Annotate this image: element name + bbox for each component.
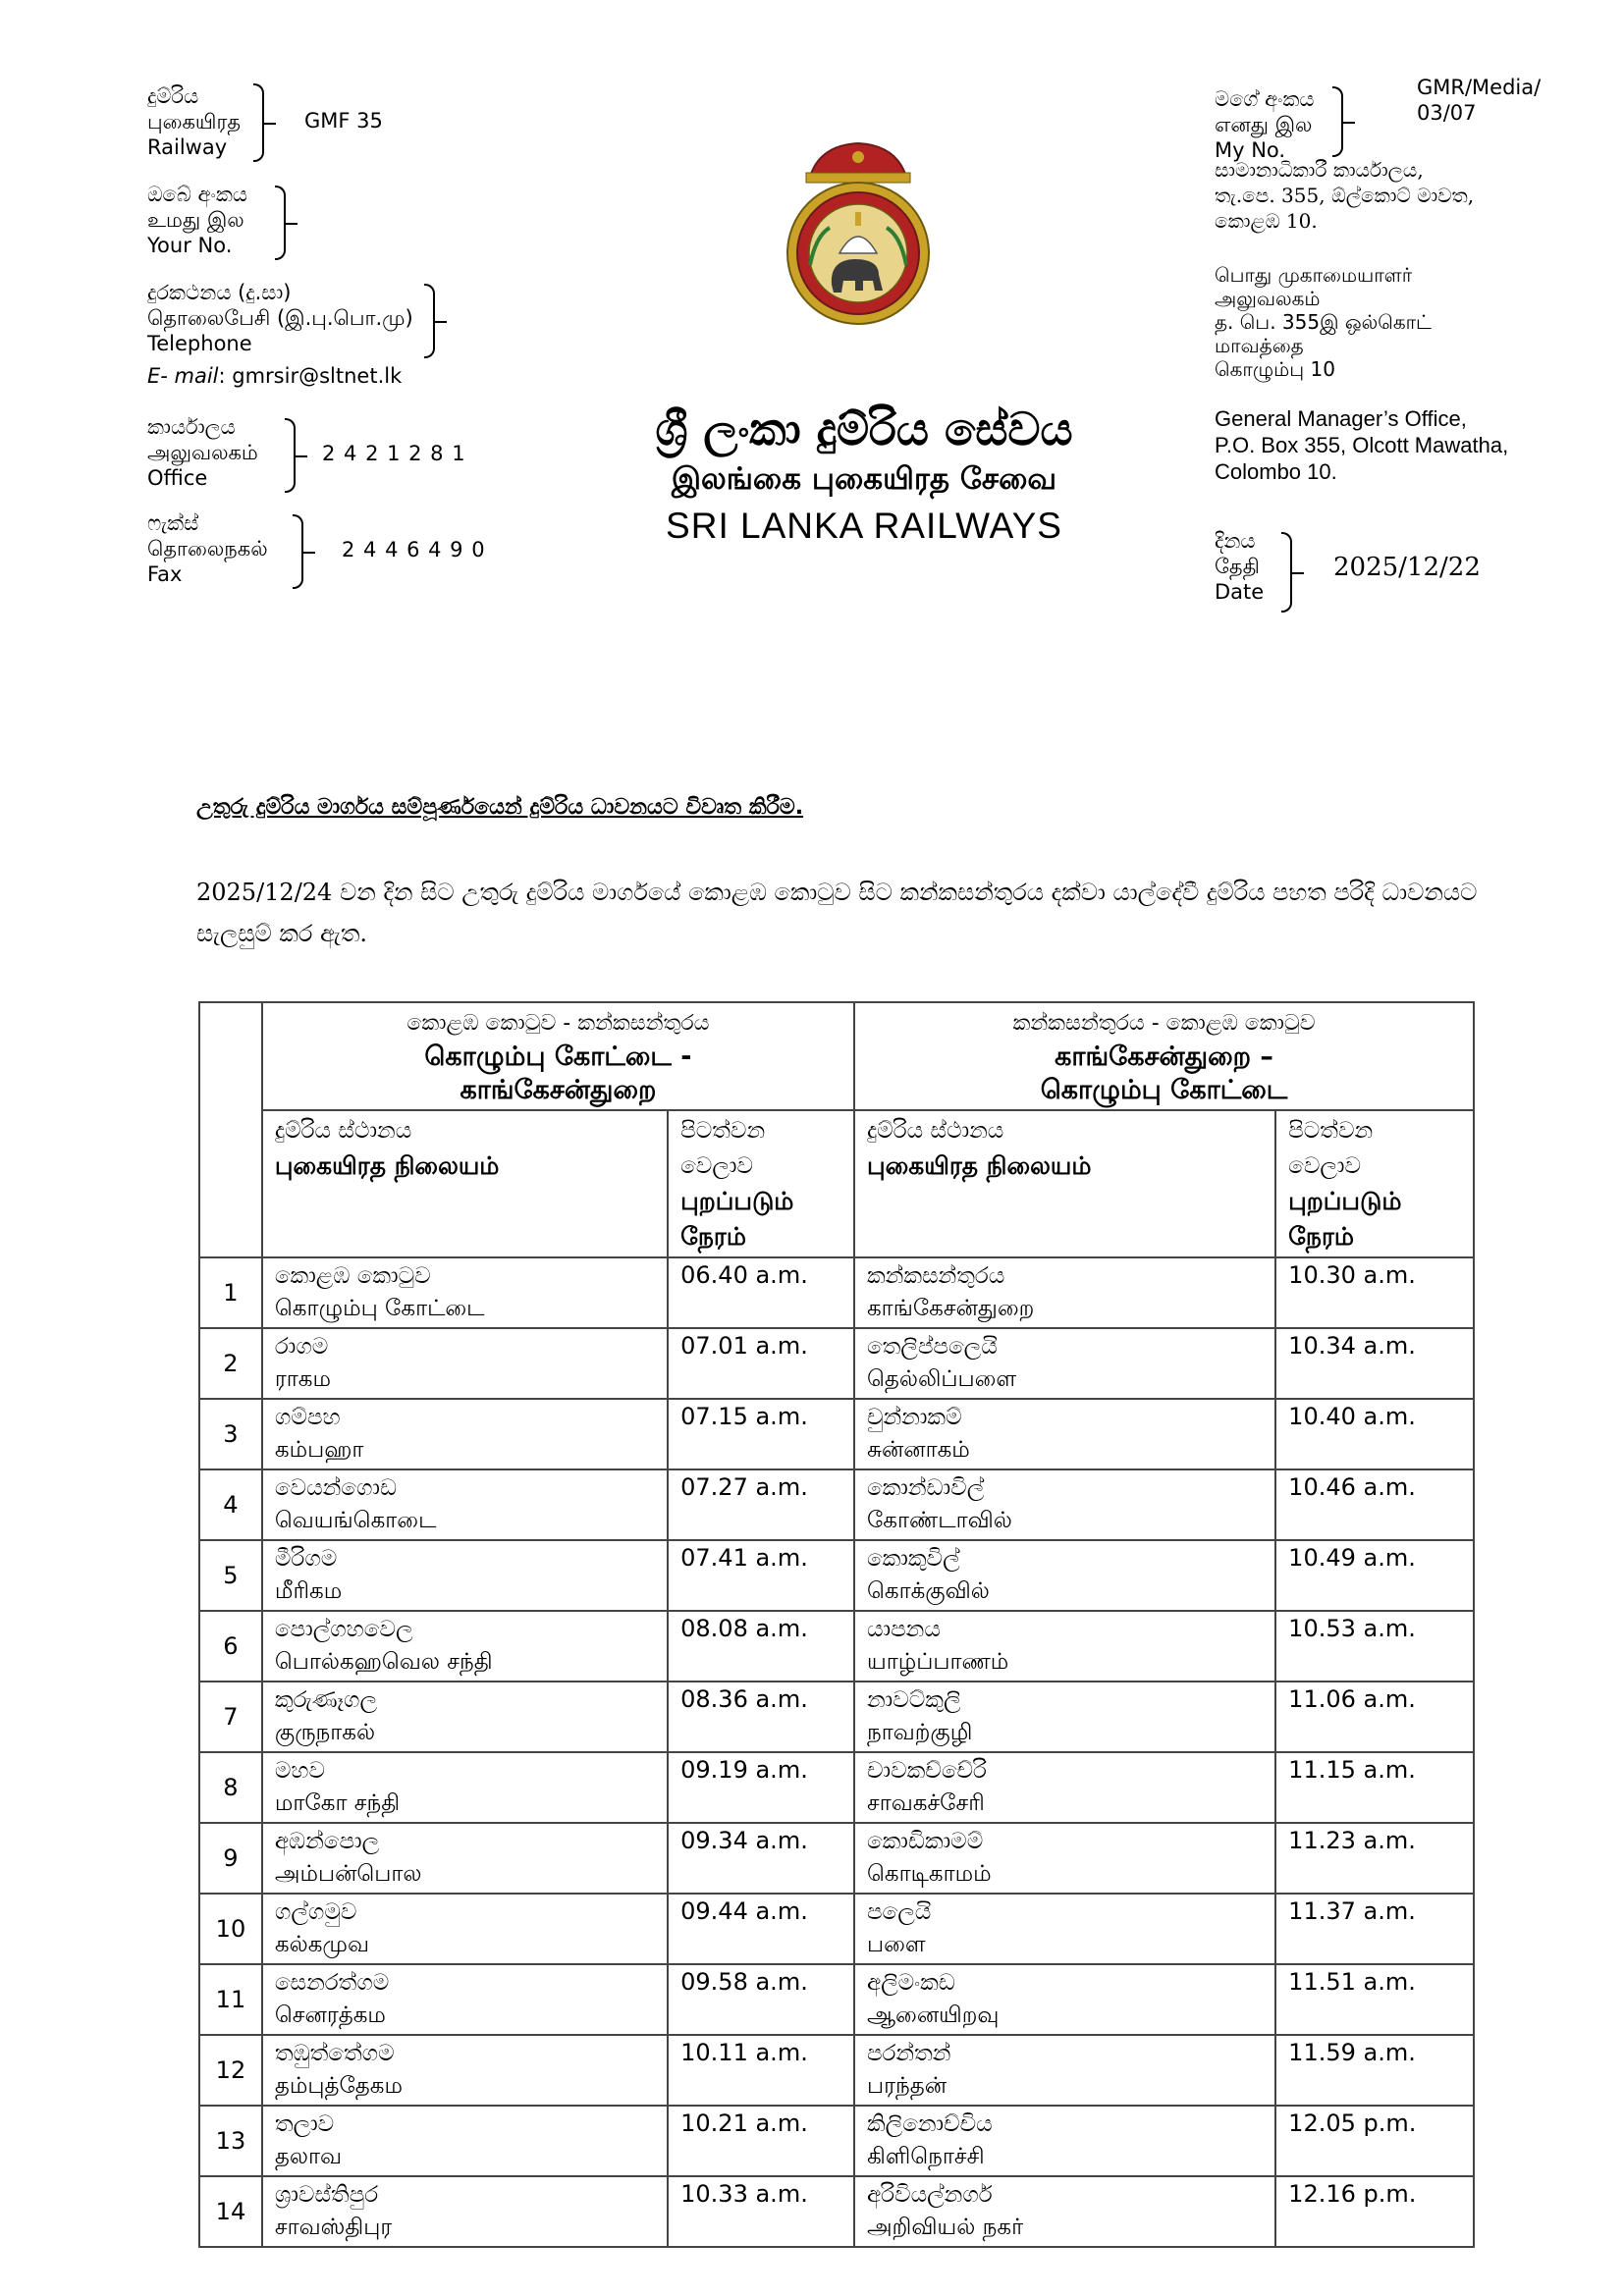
departure-time-cell: [1275, 1682, 1474, 1752]
departure-time-cell: [1275, 1540, 1474, 1611]
station-cell: [262, 2176, 668, 2247]
office-phone-value: 2 4 2 1 2 8 1: [322, 442, 466, 465]
brace: [1332, 86, 1343, 157]
table-row: [199, 1894, 1474, 1964]
address-si-line: තැ.පෙ. 355, ඕල්කොට් මාවත,: [1215, 184, 1475, 207]
address-ta-line: மாவத்தை: [1215, 334, 1304, 357]
station-name-ta: யாழ்ப்பாணம்: [866, 1649, 1009, 1675]
station-name-ta: கொக்குவில்: [866, 1578, 990, 1604]
station-cell: [854, 2106, 1275, 2176]
email-value: : gmrsir@sltnet.lk: [218, 364, 403, 388]
telephone-label-en: Telephone: [147, 332, 252, 355]
row-number: [199, 1257, 262, 1328]
direction-2-si: කන්කසන්තුරය - කොළඹ කොටුව: [1012, 1011, 1316, 1036]
departure-time: 10.46 a.m.: [1288, 1473, 1416, 1501]
station-name-si: කිලිනොච්චිය: [866, 2111, 993, 2137]
row-number: [199, 1469, 262, 1540]
table-row: [199, 1469, 1474, 1540]
my-no-block: [1215, 86, 1315, 163]
fax-label-en: Fax: [147, 562, 183, 586]
station-name-si: මහව: [274, 1758, 326, 1784]
brace: [285, 418, 296, 493]
fax-label-ta: தொலைநகல்: [147, 537, 268, 561]
address-sinhala: [1215, 157, 1474, 234]
address-tamil: [1215, 263, 1432, 381]
station-name-si: අරිවියල්නගර්: [866, 2182, 993, 2208]
your-no-label-si: ඔබේ අංකය: [147, 183, 247, 206]
station-name-ta: காங்கேசன்துறை: [866, 1296, 1035, 1321]
time-header-ta-1: புறப்படும்: [1288, 1187, 1402, 1215]
station-name-si: චාවකච්චේරි: [866, 1758, 987, 1784]
station-name-ta: கம்பஹா: [274, 1437, 364, 1463]
my-no-value-line-1: GMR/Media/: [1417, 76, 1542, 99]
table-row: [199, 1823, 1474, 1894]
row-number-text: 13: [215, 2127, 246, 2155]
departure-time: 10.11 a.m.: [680, 2039, 808, 2066]
table-row: [199, 1540, 1474, 1611]
table-row: [199, 1257, 1474, 1328]
row-number: [199, 1752, 262, 1823]
departure-time-cell: [668, 1894, 854, 1964]
row-number-text: 2: [223, 1350, 239, 1377]
departure-time-cell: [1275, 1469, 1474, 1540]
departure-time: 11.51 a.m.: [1288, 1968, 1416, 1996]
departure-time: 10.30 a.m.: [1288, 1261, 1416, 1289]
your-no-label-en: Your No.: [147, 234, 233, 257]
railway-label-en: Railway: [147, 135, 228, 159]
departure-time: 11.06 a.m.: [1288, 1685, 1416, 1713]
station-cell: [262, 1823, 668, 1894]
time-header-si-1: පිටත්වන: [680, 1118, 766, 1144]
departure-time: 06.40 a.m.: [680, 1261, 808, 1289]
address-ta-line: த. பெ. 355இ ஒல்கொட்: [1215, 310, 1432, 334]
departure-time: 10.33 a.m.: [680, 2180, 808, 2208]
station-name-ta: தம்புத்தேகம: [274, 2073, 404, 2099]
row-number: [199, 1894, 262, 1964]
address-si-line: කොළඹ 10.: [1215, 209, 1318, 233]
departure-time: 10.40 a.m.: [1288, 1403, 1416, 1430]
time-header-ta-1: புறப்படும்: [680, 1187, 794, 1215]
telephone-block: [147, 280, 413, 388]
table-row: [199, 2176, 1474, 2247]
time-header-si-1: පිටත්වන: [1288, 1118, 1374, 1144]
direction-1-ta-line1: கொழும்பு கோட்டை -: [424, 1041, 692, 1072]
station-name-ta: கோண்டாவில்: [866, 1508, 1012, 1533]
notice-title: උතුරු දුම්රිය මාර්ගය සම්පූර්ණයෙන් දුම්රිය ධාවනයට විවෘත කිරීම.: [196, 795, 804, 820]
row-number: [199, 2035, 262, 2106]
row-number-header: [199, 1002, 262, 1257]
my-no-label-si: මගේ අංකය: [1215, 87, 1315, 111]
departure-time: 07.01 a.m.: [680, 1332, 808, 1360]
table-row: [199, 1611, 1474, 1682]
station-name-si: මීරිගම: [274, 1546, 338, 1572]
station-cell: [262, 1611, 668, 1682]
station-name-ta: சாவஸ்திபுர: [274, 2215, 393, 2240]
station-name-ta: செனரத்கம: [274, 2002, 386, 2028]
station-name-si: පලෙයි: [866, 1899, 932, 1925]
station-cell: [262, 1257, 668, 1328]
time-header-si-2: වෙලාව: [680, 1153, 753, 1179]
table-row: [199, 1399, 1474, 1469]
station-cell: [854, 1328, 1275, 1399]
station-cell: [854, 2176, 1275, 2247]
my-no-label-ta: எனது இல: [1215, 113, 1313, 136]
brace: [253, 83, 264, 162]
row-number-text: 14: [215, 2198, 246, 2225]
address-en-line: General Manager’s Office,: [1215, 406, 1467, 431]
time-header: [668, 1110, 854, 1257]
departure-time: 07.41 a.m.: [680, 1544, 808, 1572]
station-cell: [854, 2035, 1275, 2106]
table-row: [199, 2035, 1474, 2106]
time-header: [1275, 1110, 1474, 1257]
row-number: [199, 1611, 262, 1682]
fax-label-si: ෆැක්ස්: [147, 511, 199, 535]
station-cell: [262, 2035, 668, 2106]
station-cell: [854, 1540, 1275, 1611]
station-name-ta: அறிவியல் நகர்: [866, 2215, 1024, 2240]
departure-time-cell: [1275, 1611, 1474, 1682]
email-line: [147, 364, 413, 388]
row-number: [199, 1399, 262, 1469]
table-row: [199, 1964, 1474, 2035]
departure-time-cell: [668, 1469, 854, 1540]
station-cell: [854, 1823, 1275, 1894]
railway-ref-value: GMF 35: [304, 109, 383, 133]
office-block: [147, 414, 466, 491]
direction-1-ta-line2: காங்கேசன்துறை: [460, 1075, 657, 1105]
station-cell: [854, 1611, 1275, 1682]
table-row: [199, 2106, 1474, 2176]
station-name-ta: பரந்தன்: [866, 2073, 947, 2099]
station-cell: [262, 1964, 668, 2035]
station-name-ta: வெயங்கொடை: [274, 1508, 437, 1533]
station-name-ta: கொழும்பு கோட்டை: [274, 1296, 485, 1321]
departure-time-cell: [668, 1399, 854, 1469]
departure-time-cell: [668, 1964, 854, 2035]
departure-time-cell: [1275, 1823, 1474, 1894]
my-no-label-en: My No.: [1215, 138, 1286, 162]
station-name-si: ගල්ගමුව: [274, 1899, 357, 1925]
row-number: [199, 1328, 262, 1399]
your-no-label-ta: உமது இல: [147, 208, 244, 232]
direction-1-si: කොළඹ කොටුව - කන්කසන්තුරය: [406, 1011, 710, 1036]
station-name-ta: நாவற்குழி: [866, 1720, 973, 1745]
station-cell: [262, 1894, 668, 1964]
station-name-si: චුන්නාකම්: [866, 1405, 962, 1430]
station-cell: [262, 1328, 668, 1399]
station-header: [854, 1110, 1275, 1257]
row-number-text: 10: [215, 1915, 246, 1943]
station-name-ta: பொல்கஹவெல சந்தி: [274, 1649, 493, 1675]
departure-time: 10.53 a.m.: [1288, 1615, 1416, 1642]
table-row: [199, 1752, 1474, 1823]
departure-time-cell: [1275, 1752, 1474, 1823]
station-name-ta: மாகோ சந்தி: [274, 1790, 401, 1816]
email-label: E- mail: [147, 364, 219, 388]
departure-time: 09.44 a.m.: [680, 1897, 808, 1925]
title-tamil: இலங்கை புகையிரத சேவை: [671, 461, 1057, 497]
timetable: [198, 1001, 1475, 2248]
station-name-si: පරන්තන්: [866, 2041, 951, 2066]
station-cell: [854, 1894, 1275, 1964]
your-no-block: [147, 182, 247, 258]
row-number-text: 9: [223, 1844, 239, 1872]
station-name-si: තලාව: [274, 2111, 335, 2137]
timetable-body: [199, 1257, 1474, 2247]
station-name-si: අලිමංකඩ: [866, 1970, 955, 1996]
station-cell: [262, 1469, 668, 1540]
notice-body: 2025/12/24 වන දින සිට උතුරු දුම්රිය මාර්ගයේ කොළඹ කොටුව සිට කන්කසන්තුරය දක්වා යාල්දේවී දුම්රිය පහත පරිදි ධාවනයට සැලසුම් කර ඇත.: [196, 879, 1478, 947]
station-cell: [854, 1752, 1275, 1823]
row-number-text: 3: [223, 1420, 239, 1448]
address-ta-line: அலுவலகம்: [1215, 287, 1321, 310]
date-label-si: දිනය: [1215, 529, 1256, 553]
station-cell: [854, 1399, 1275, 1469]
station-name-ta: குருநாகல்: [274, 1720, 376, 1745]
station-cell: [854, 1682, 1275, 1752]
station-name-ta: தெல்லிப்பளை: [866, 1366, 1017, 1392]
fax-value: 2 4 4 6 4 9 0: [342, 538, 486, 561]
station-name-ta: சுன்னாகம்: [866, 1437, 970, 1463]
station-name-si: වෙයන්ගොඩ: [274, 1475, 398, 1501]
departure-time-cell: [668, 1611, 854, 1682]
brace: [424, 284, 435, 358]
station-name-si: සෙනරත්ගම: [274, 1970, 390, 1996]
departure-time: 09.19 a.m.: [680, 1756, 808, 1784]
station-name-si: යාපනය: [866, 1617, 941, 1642]
row-number-text: 4: [223, 1491, 239, 1519]
station-name-ta: மீரிகம: [274, 1578, 343, 1604]
office-label-si: කාර්යාලය: [147, 415, 236, 439]
station-name-ta: தலாவ: [274, 2144, 342, 2169]
departure-time: 11.59 a.m.: [1288, 2039, 1416, 2066]
row-number: [199, 1964, 262, 2035]
row-number: [199, 1823, 262, 1894]
departure-time-cell: [1275, 2176, 1474, 2247]
departure-time: 11.23 a.m.: [1288, 1827, 1416, 1854]
row-number-text: 5: [223, 1562, 239, 1589]
telephone-label-si: දුරකථනය (දු.සා): [147, 281, 292, 304]
row-number-text: 11: [215, 1986, 246, 2013]
station-cell: [262, 1752, 668, 1823]
direction-2-ta-line2: கொழும்பு கோட்டை: [1040, 1075, 1288, 1105]
row-number-text: 6: [223, 1632, 239, 1660]
station-name-si: කන්කසන්තුරය: [866, 1263, 1005, 1289]
date-label-en: Date: [1215, 580, 1265, 604]
station-cell: [262, 1540, 668, 1611]
row-number-text: 8: [223, 1774, 239, 1801]
sri-lanka-railways-emblem-icon: [781, 137, 936, 329]
time-header-si-2: වෙලාව: [1288, 1153, 1362, 1179]
address-en-line: Colombo 10.: [1215, 459, 1337, 484]
address-ta-line: கொழும்பு 10: [1215, 357, 1335, 381]
row-number: [199, 1682, 262, 1752]
address-en-line: P.O. Box 355, Olcott Mawatha,: [1215, 433, 1509, 457]
title-english: SRI LANKA RAILWAYS: [666, 506, 1062, 546]
direction-2-ta-line1: காங்கேசன்துறை –: [1055, 1041, 1273, 1072]
station-name-ta: பளை: [866, 1932, 926, 1957]
departure-time-cell: [668, 1752, 854, 1823]
brace: [1281, 532, 1292, 613]
departure-time-cell: [1275, 1257, 1474, 1328]
address-ta-line: பொது முகாமையாளர்: [1215, 263, 1413, 287]
departure-time: 11.37 a.m.: [1288, 1897, 1416, 1925]
station-cell: [854, 1469, 1275, 1540]
station-name-si: පොල්ගහවෙල: [274, 1617, 413, 1642]
departure-time-cell: [668, 2035, 854, 2106]
station-name-ta: கல்கமுவ: [274, 1932, 369, 1957]
row-number-text: 7: [223, 1703, 239, 1731]
departure-time: 07.15 a.m.: [680, 1403, 808, 1430]
station-cell: [854, 1964, 1275, 2035]
my-no-value: [1417, 75, 1541, 126]
station-name-ta: கொடிகாமம்: [866, 1861, 992, 1887]
departure-time: 09.34 a.m.: [680, 1827, 808, 1854]
date-label-block: [1215, 528, 1264, 605]
station-cell: [854, 1257, 1275, 1328]
station-name-ta: சாவகச்சேரி: [866, 1790, 985, 1816]
time-header-ta-2: நேரம்: [680, 1222, 746, 1251]
station-name-ta: ஆனையிறவு: [866, 2002, 1000, 2028]
station-name-si: කුරුණෑගල: [274, 1687, 378, 1713]
station-name-si: කොන්ඩාවිල්: [866, 1475, 985, 1501]
departure-time-cell: [1275, 2035, 1474, 2106]
brace: [275, 186, 286, 260]
row-number-text: 12: [215, 2056, 246, 2084]
direction-header-kks-colombo: [854, 1002, 1474, 1110]
office-label-ta: அலுவலகம்: [147, 441, 258, 464]
station-name-si: නාවට්කුලි: [866, 1687, 961, 1713]
row-number: [199, 2106, 262, 2176]
departure-time-cell: [1275, 2106, 1474, 2176]
station-name-si: තෙලිප්පලෙයි: [866, 1334, 998, 1360]
railway-ref-block: [147, 83, 383, 160]
station-name-si: අඹන්පොල: [274, 1829, 380, 1854]
row-number-text: 1: [223, 1279, 239, 1307]
brace: [293, 514, 303, 589]
departure-time: 07.27 a.m.: [680, 1473, 808, 1501]
title-sinhala: ශ්‍රී ලංකා දුම්රිය සේවය: [655, 402, 1073, 455]
departure-time: 09.58 a.m.: [680, 1968, 808, 1996]
station-cell: [262, 2106, 668, 2176]
station-header-ta: புகையிரத நிலையம்: [866, 1151, 1092, 1180]
departure-time: 11.15 a.m.: [1288, 1756, 1416, 1784]
station-header-si: දුම්රිය ස්ථානය: [866, 1118, 1004, 1144]
departure-time: 10.21 a.m.: [680, 2109, 808, 2137]
railway-label-ta: புகையிரத: [147, 110, 242, 133]
departure-time: 12.05 p.m.: [1288, 2109, 1417, 2137]
departure-time: 08.36 a.m.: [680, 1685, 808, 1713]
railway-label-si: දුම්රිය: [147, 84, 199, 108]
station-name-si: තඹුත්තේගම: [274, 2041, 395, 2066]
station-name-si: ශ්‍රාවස්තිපුර: [274, 2182, 379, 2208]
telephone-label-ta: தொலைபேசி (இ.பு.பொ.மு): [147, 306, 413, 330]
direction-header-colombo-kks: [262, 1002, 854, 1110]
time-header-ta-2: நேரம்: [1288, 1222, 1354, 1251]
fax-block: [147, 510, 486, 587]
station-name-si: කොකුවිල්: [866, 1546, 960, 1572]
station-cell: [262, 1399, 668, 1469]
departure-time-cell: [668, 1682, 854, 1752]
departure-time-cell: [668, 1328, 854, 1399]
station-name-si: ගම්පහ: [274, 1405, 341, 1430]
station-header-ta: புகையிரத நிலையம்: [274, 1151, 500, 1180]
station-name-si: කොඩිකාමම්: [866, 1829, 984, 1854]
departure-time: 12.16 p.m.: [1288, 2180, 1417, 2208]
departure-time-cell: [668, 1540, 854, 1611]
table-row: [199, 1328, 1474, 1399]
date-value: 2025/12/22: [1333, 553, 1481, 582]
station-header: [262, 1110, 668, 1257]
departure-time: 10.49 a.m.: [1288, 1544, 1416, 1572]
station-name-ta: அம்பன்பொல: [274, 1861, 422, 1887]
departure-time-cell: [1275, 1894, 1474, 1964]
departure-time: 08.08 a.m.: [680, 1615, 808, 1642]
station-name-si: රාගම: [274, 1334, 329, 1360]
office-label-en: Office: [147, 466, 208, 490]
departure-time-cell: [668, 1257, 854, 1328]
station-name-ta: ராகம: [274, 1366, 332, 1392]
departure-time-cell: [1275, 1399, 1474, 1469]
my-no-value-line-2: 03/07: [1417, 101, 1477, 125]
departure-time-cell: [1275, 1964, 1474, 2035]
departure-time-cell: [668, 2176, 854, 2247]
station-name-ta: கிளிநொச்சி: [866, 2144, 985, 2169]
row-number: [199, 1540, 262, 1611]
station-header-si: දුම්රිය ස්ථානය: [274, 1118, 412, 1144]
address-si-line: සාමානාධිකාරී කාර්යාලය,: [1215, 158, 1424, 182]
departure-time: 10.34 a.m.: [1288, 1332, 1416, 1360]
address-english: [1215, 405, 1508, 485]
departure-time-cell: [1275, 1328, 1474, 1399]
station-name-si: කොළඹ කොටුව: [274, 1263, 431, 1289]
date-label-ta: தேதி: [1215, 555, 1260, 578]
table-row: [199, 1682, 1474, 1752]
station-cell: [262, 1682, 668, 1752]
row-number: [199, 2176, 262, 2247]
departure-time-cell: [668, 1823, 854, 1894]
departure-time-cell: [668, 2106, 854, 2176]
